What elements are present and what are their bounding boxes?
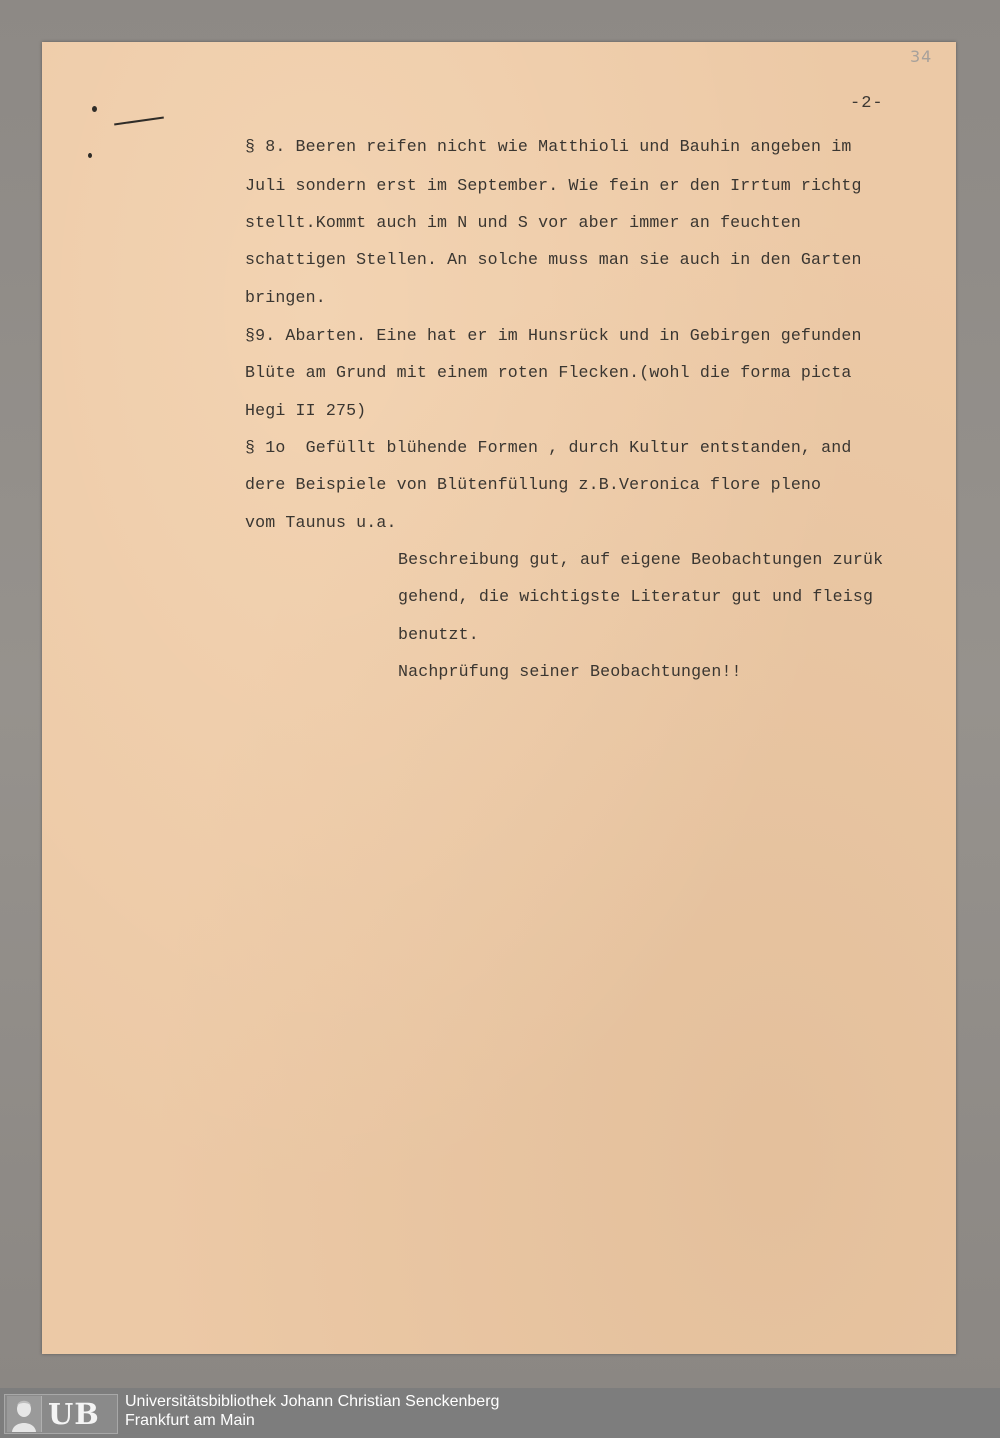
ink-mark <box>114 117 164 126</box>
text-line: §9. Abarten. Eine hat er im Hunsrück und in Gebirgen gefunden <box>245 326 862 345</box>
footer-bar <box>0 1388 1000 1438</box>
library-logo <box>4 1394 118 1434</box>
text-line: § 8. Beeren reifen nicht wie Matthioli und Bauhin angeben im <box>245 137 852 156</box>
text-line: vom Taunus u.a. <box>245 513 397 532</box>
portrait-icon <box>7 1396 42 1432</box>
text-line: bringen. <box>245 288 326 307</box>
assessment-line: Beschreibung gut, auf eigene Beobachtungen zurük <box>398 550 884 569</box>
assessment-line: Nachprüfung seiner Beobachtungen!! <box>398 662 742 681</box>
text-line: § 1o Gefüllt blühende Formen , durch Kultur entstanden, and <box>245 438 852 457</box>
text-line: dere Beispiele von Blütenfüllung z.B.Veronica flore pleno <box>245 475 822 494</box>
institution-location: Frankfurt am Main <box>125 1412 255 1429</box>
text-line: Blüte am Grund mit einem roten Flecken.(wohl die forma picta <box>245 363 852 382</box>
ink-mark <box>88 153 92 158</box>
assessment-line: gehend, die wichtigste Literatur gut und fleisg <box>398 587 874 606</box>
page-number: -2- <box>850 94 884 113</box>
text-line: schattigen Stellen. An solche muss man sie auch in den Garten <box>245 250 862 269</box>
assessment-line: benutzt. <box>398 625 479 644</box>
archive-page-number: 34 <box>910 47 933 66</box>
document-page <box>42 42 956 1354</box>
text-line: Juli sondern erst im September. Wie fein er den Irrtum richtg <box>245 176 862 195</box>
logo-text: UB <box>48 1397 100 1431</box>
text-line: stellt.Kommt auch im N und S vor aber immer an feuchten <box>245 213 801 232</box>
ink-mark <box>92 106 97 112</box>
text-line: Hegi II 275) <box>245 401 367 420</box>
institution-name: Universitätsbibliothek Johann Christian Senckenberg <box>125 1393 500 1410</box>
